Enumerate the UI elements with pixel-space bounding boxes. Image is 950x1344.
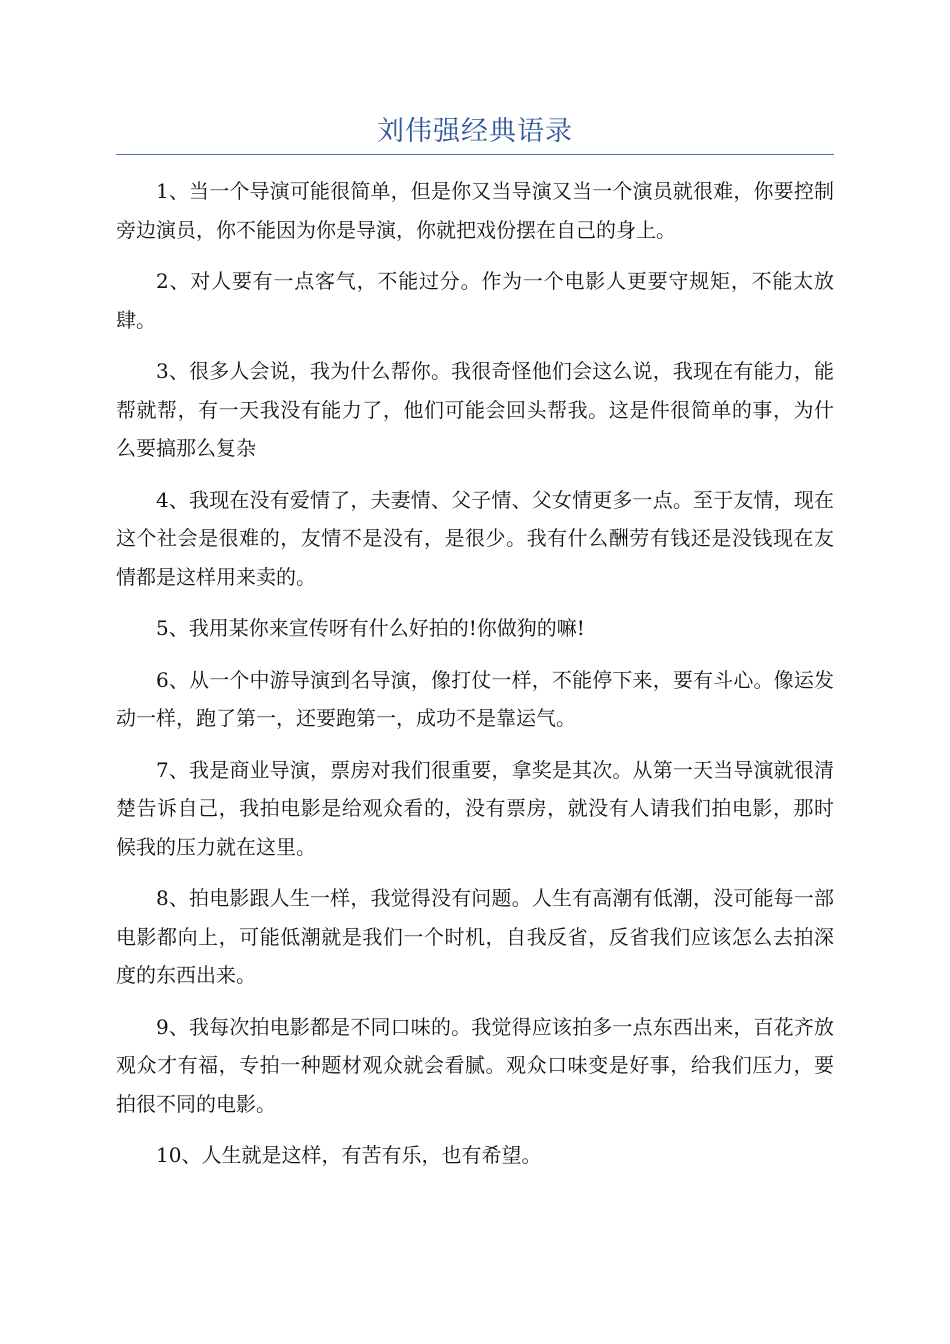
quote-paragraph-9: 9、我每次拍电影都是不同口味的。我觉得应该拍多一点东西出来，百花齐放观众才有福，专拍一种题材观众就会看腻。观众口味变是好事，给我们压力，要拍很不同的电影。: [116, 1014, 834, 1116]
quote-paragraph-5: 5、我用某你来宣传呀有什么好拍的!你做狗的嘛!: [156, 616, 585, 640]
quote-paragraph-6: 6、从一个中游导演到名导演，像打仗一样，不能停下来，要有斗心。像运发动一样，跑了第一，还要跑第一，成功不是靠运气。: [116, 667, 834, 730]
quote-paragraph-10: 10、人生就是这样，有苦有乐，也有希望。: [156, 1143, 542, 1167]
quote-paragraph-3: 3、很多人会说，我为什么帮你。我很奇怪他们会这么说，我现在有能力，能帮就帮，有一天我没有能力了，他们可能会回头帮我。这是件很简单的事，为什么要搞那么复杂: [116, 359, 834, 460]
title-underline: [116, 154, 834, 155]
quote-paragraph-4: 4、我现在没有爱情了，夫妻情、父子情、父女情更多一点。至于友情，现在这个社会是很难的，友情不是没有，是很少。我有什么酬劳有钱还是没钱现在友情都是这样用来卖的。: [116, 487, 834, 589]
quote-paragraph-2: 2、对人要有一点客气，不能过分。作为一个电影人更要守规矩，不能太放肆。: [116, 269, 834, 332]
quote-paragraph-7: 7、我是商业导演，票房对我们很重要，拿奖是其次。从第一天当导演就很清楚告诉自己，我拍电影是给观众看的，没有票房，就没有人请我们拍电影，那时候我的压力就在这里。: [116, 757, 834, 859]
quote-paragraph-1: 1、当一个导演可能很简单，但是你又当导演又当一个演员就很难，你要控制旁边演员，你不能因为你是导演，你就把戏份摆在自己的身上。: [116, 179, 834, 242]
document-title: 刘伟强经典语录: [377, 116, 573, 147]
quote-paragraph-8: 8、拍电影跟人生一样，我觉得没有问题。人生有高潮有低潮，没可能每一部电影都向上，可能低潮就是我们一个时机，自我反省，反省我们应该怎么去拍深度的东西出来。: [116, 886, 834, 987]
document-body: [116, 172, 834, 1188]
